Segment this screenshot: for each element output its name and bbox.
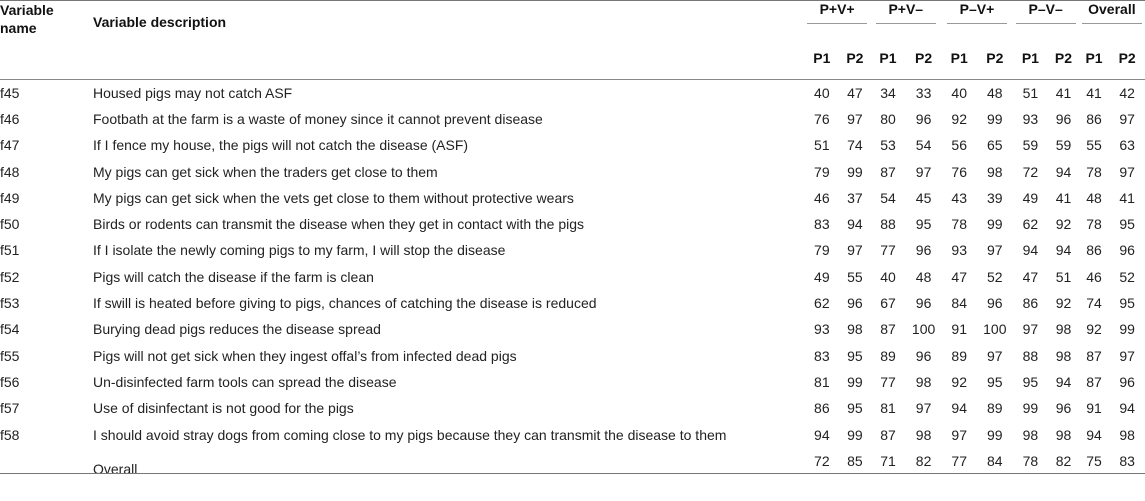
value-cell: 95 xyxy=(987,373,1003,390)
value-cell: 99 xyxy=(847,426,863,443)
value-cell: 72 xyxy=(814,452,830,469)
value-cell: 97 xyxy=(847,242,863,259)
row-label-cell xyxy=(0,237,804,263)
value-cell: 94 xyxy=(1055,373,1072,390)
value-cell: 81 xyxy=(880,400,896,417)
subcol-header: P1 xyxy=(1021,50,1039,66)
table-row xyxy=(0,395,1145,421)
value-cell: 51 xyxy=(814,137,830,154)
value-cell: 54 xyxy=(915,137,932,154)
value-cell: 95 xyxy=(847,347,863,364)
value-cell: 33 xyxy=(915,84,932,101)
subcol-header: P2 xyxy=(846,50,864,66)
variable-name: f54 xyxy=(0,321,20,338)
value-cell: 55 xyxy=(847,268,863,285)
value-cell: 78 xyxy=(951,216,967,233)
value-cell: 96 xyxy=(847,295,863,312)
value-cell: 96 xyxy=(1119,373,1135,390)
value-cell: 86 xyxy=(814,400,830,417)
value-cell: 82 xyxy=(915,452,932,469)
value-cell: 98 xyxy=(1055,347,1072,364)
variable-description: I should avoid stray dogs from coming close to my pigs because they can transmit the disease to them xyxy=(93,426,727,443)
value-cell: 96 xyxy=(1055,110,1072,127)
value-cell: 77 xyxy=(880,373,896,390)
value-cell: 75 xyxy=(1086,452,1102,469)
value-cell: 99 xyxy=(987,110,1003,127)
value-cell: 99 xyxy=(847,373,863,390)
value-cell: 81 xyxy=(814,373,830,390)
value-cell: 98 xyxy=(1055,426,1072,443)
value-cell: 89 xyxy=(987,400,1003,417)
value-cell: 91 xyxy=(951,321,967,338)
variable-description: If I isolate the newly coming pigs to my farm, I will stop the disease xyxy=(93,242,506,259)
value-cell: 48 xyxy=(915,268,932,285)
row-label-cell xyxy=(0,185,804,211)
row-label-cell xyxy=(0,211,804,237)
value-cell: 94 xyxy=(847,216,863,233)
value-cell: 97 xyxy=(987,242,1003,259)
header-blank xyxy=(0,37,804,80)
variable-name: f46 xyxy=(0,110,20,127)
value-cell: 74 xyxy=(1086,295,1102,312)
value-cell: 96 xyxy=(915,295,932,312)
table-row xyxy=(0,421,1145,447)
group-header-pv-plus-plus: P+V+ xyxy=(804,1,870,38)
variable-name: f47 xyxy=(0,137,20,154)
value-cell: 99 xyxy=(1119,321,1135,338)
row-label-cell xyxy=(0,264,804,290)
value-cell: 74 xyxy=(847,137,863,154)
value-cell: 97 xyxy=(1119,110,1135,127)
variable-description: Burying dead pigs reduces the disease spread xyxy=(93,321,381,338)
value-cell: 96 xyxy=(915,242,932,259)
value-cell: 96 xyxy=(915,347,932,364)
row-label-cell xyxy=(0,421,804,447)
subcol-header: P2 xyxy=(1054,50,1073,66)
value-cell: 45 xyxy=(915,189,932,206)
value-cell: 72 xyxy=(1022,163,1039,180)
value-cell: 97 xyxy=(987,347,1003,364)
value-cell: 95 xyxy=(915,216,932,233)
variable-name: f50 xyxy=(0,216,20,233)
value-cell: 98 xyxy=(847,321,863,338)
variable-description: Housed pigs may not catch ASF xyxy=(93,84,293,101)
table-body xyxy=(0,80,1145,474)
row-label-cell xyxy=(0,316,804,342)
value-cell: 40 xyxy=(814,84,830,101)
value-cell: 80 xyxy=(880,110,896,127)
table-row xyxy=(0,106,1145,132)
value-cell: 94 xyxy=(951,400,967,417)
value-cell: 94 xyxy=(1119,400,1135,417)
value-cell: 47 xyxy=(847,84,863,101)
value-cell: 96 xyxy=(915,110,932,127)
value-cell: 92 xyxy=(951,373,967,390)
value-cell: 71 xyxy=(880,452,896,469)
value-cell: 51 xyxy=(1022,84,1039,101)
value-cell: 83 xyxy=(814,216,830,233)
value-cell: 99 xyxy=(987,216,1003,233)
variable-name: f53 xyxy=(0,295,20,312)
value-cell: 51 xyxy=(1055,268,1072,285)
value-cell: 86 xyxy=(1022,295,1039,312)
value-cell: 56 xyxy=(951,137,967,154)
value-cell: 79 xyxy=(814,163,830,180)
row-label-cell xyxy=(0,369,804,395)
value-cell: 100 xyxy=(911,321,936,338)
value-cell: 37 xyxy=(847,189,863,206)
value-cell: 98 xyxy=(1022,426,1039,443)
table-row xyxy=(0,290,1145,316)
variable-name: f52 xyxy=(0,268,20,285)
value-cell: 54 xyxy=(880,189,896,206)
value-cell: 98 xyxy=(1055,321,1072,338)
value-cell: 94 xyxy=(1055,163,1072,180)
group-header-overall: Overall xyxy=(1079,1,1145,38)
value-cell: 92 xyxy=(1086,321,1102,338)
table-row xyxy=(0,342,1145,368)
row-label-cell xyxy=(0,106,804,132)
value-cell: 92 xyxy=(951,110,967,127)
value-cell: 41 xyxy=(1055,189,1072,206)
variable-name: f45 xyxy=(0,84,20,101)
subcol-header: P1 xyxy=(813,50,831,66)
value-cell: 99 xyxy=(987,426,1003,443)
variable-description: If I fence my house, the pigs will not catch the disease (ASF) xyxy=(93,137,469,154)
value-cell: 89 xyxy=(880,347,896,364)
table-row xyxy=(0,80,1145,106)
row-label-cell xyxy=(0,395,804,421)
variable-name: f55 xyxy=(0,347,20,364)
variable-description: Birds or rodents can transmit the disease when they get in contact with the pigs xyxy=(93,216,585,233)
value-cell: 88 xyxy=(880,216,896,233)
value-cell: 85 xyxy=(847,452,863,469)
value-cell: 87 xyxy=(880,163,896,180)
value-cell: 97 xyxy=(1119,347,1135,364)
group-header-pv-plus-minus: P+V– xyxy=(870,1,941,38)
value-cell: 96 xyxy=(1055,400,1072,417)
header-row-groups xyxy=(0,1,1145,38)
value-cell: 96 xyxy=(987,295,1003,312)
variable-name: f49 xyxy=(0,189,20,206)
value-cell: 49 xyxy=(1022,189,1039,206)
variable-name: f58 xyxy=(0,426,20,443)
value-cell: 95 xyxy=(1119,216,1135,233)
value-cell: 98 xyxy=(915,426,932,443)
variable-description: Un-disinfected farm tools can spread the disease xyxy=(93,373,397,390)
variable-description: Pigs will catch the disease if the farm is clean xyxy=(93,268,374,285)
value-cell: 62 xyxy=(814,295,830,312)
variable-description: My pigs can get sick when the vets get close to them without protective wears xyxy=(93,189,574,206)
value-cell: 87 xyxy=(1086,347,1102,364)
value-cell: 76 xyxy=(951,163,967,180)
value-cell: 89 xyxy=(951,347,967,364)
value-cell: 99 xyxy=(847,163,863,180)
value-cell: 48 xyxy=(1086,189,1102,206)
table-row xyxy=(0,264,1145,290)
value-cell: 93 xyxy=(951,242,967,259)
value-cell: 95 xyxy=(847,400,863,417)
row-label-cell xyxy=(0,80,804,106)
value-cell: 92 xyxy=(1055,295,1072,312)
variable-description: Overall xyxy=(93,460,138,474)
value-cell: 98 xyxy=(915,373,932,390)
value-cell: 41 xyxy=(1086,84,1102,101)
value-cell: 95 xyxy=(1022,373,1039,390)
value-cell: 59 xyxy=(1055,137,1072,154)
variable-name: f57 xyxy=(0,400,20,417)
value-cell: 34 xyxy=(880,84,896,101)
value-cell: 83 xyxy=(1119,452,1135,469)
value-cell: 59 xyxy=(1022,137,1039,154)
value-cell: 99 xyxy=(1022,400,1039,417)
value-cell: 93 xyxy=(1022,110,1039,127)
value-cell: 40 xyxy=(951,84,967,101)
value-cell: 39 xyxy=(987,189,1003,206)
table-row xyxy=(0,369,1145,395)
value-cell: 94 xyxy=(1086,426,1102,443)
subcol-header: P2 xyxy=(986,50,1004,66)
value-cell: 91 xyxy=(1086,400,1102,417)
subcol-header: P2 xyxy=(1118,50,1136,66)
value-cell: 87 xyxy=(880,426,896,443)
value-cell: 78 xyxy=(1022,452,1039,469)
table-row xyxy=(0,132,1145,158)
header-cell xyxy=(0,1,804,38)
value-cell: 97 xyxy=(1022,321,1039,338)
table-row xyxy=(0,237,1145,263)
value-cell: 84 xyxy=(987,452,1003,469)
value-cell: 47 xyxy=(1022,268,1039,285)
value-cell: 53 xyxy=(880,137,896,154)
value-cell: 93 xyxy=(814,321,830,338)
subcol-header: P2 xyxy=(915,50,933,66)
value-cell: 77 xyxy=(880,242,896,259)
subcol-header: P1 xyxy=(1085,50,1103,66)
value-cell: 86 xyxy=(1086,242,1102,259)
value-cell: 92 xyxy=(1055,216,1072,233)
table-row xyxy=(0,185,1145,211)
value-cell: 52 xyxy=(1119,268,1135,285)
value-cell: 97 xyxy=(915,163,932,180)
value-cell: 78 xyxy=(1086,163,1102,180)
value-cell: 97 xyxy=(915,400,932,417)
value-cell: 41 xyxy=(1119,189,1135,206)
value-cell: 84 xyxy=(951,295,967,312)
value-cell: 97 xyxy=(951,426,967,443)
value-cell: 52 xyxy=(987,268,1003,285)
value-cell: 46 xyxy=(1086,268,1102,285)
value-cell: 43 xyxy=(951,189,967,206)
value-cell: 40 xyxy=(880,268,896,285)
value-cell: 62 xyxy=(1022,216,1039,233)
value-cell: 96 xyxy=(1119,242,1135,259)
value-cell: 94 xyxy=(814,426,830,443)
value-cell: 79 xyxy=(814,242,830,259)
table-row xyxy=(0,448,1145,474)
value-cell: 46 xyxy=(814,189,830,206)
row-label-cell xyxy=(0,290,804,316)
value-cell: 42 xyxy=(1119,84,1135,101)
group-header-pv-minus-minus: P–V– xyxy=(1013,1,1079,38)
value-cell: 65 xyxy=(987,137,1003,154)
variable-description: Use of disinfectant is not good for the pigs xyxy=(93,400,354,417)
value-cell: 67 xyxy=(880,295,896,312)
variable-description: My pigs can get sick when the traders get close to them xyxy=(93,163,438,180)
value-cell: 76 xyxy=(814,110,830,127)
value-cell: 98 xyxy=(1119,426,1135,443)
table-row xyxy=(0,158,1145,184)
subcol-header: P1 xyxy=(879,50,897,66)
variable-description-header: Variable description xyxy=(93,14,227,30)
value-cell: 87 xyxy=(880,321,896,338)
variable-description: Pigs will not get sick when they ingest offal’s from infected dead pigs xyxy=(93,347,517,364)
value-cell: 41 xyxy=(1055,84,1072,101)
value-cell: 100 xyxy=(983,321,1007,338)
header-row-phases xyxy=(0,37,1145,80)
variable-description: Footbath at the farm is a waste of money since it cannot prevent disease xyxy=(93,110,543,127)
row-label-cell xyxy=(0,448,804,474)
value-cell: 83 xyxy=(814,347,830,364)
value-cell: 47 xyxy=(951,268,967,285)
row-label-cell xyxy=(0,158,804,184)
value-cell: 48 xyxy=(987,84,1003,101)
value-cell: 98 xyxy=(987,163,1003,180)
value-cell: 94 xyxy=(1055,242,1072,259)
variable-description: If swill is heated before giving to pigs, chances of catching the disease is reduced xyxy=(93,295,597,312)
value-cell: 95 xyxy=(1119,295,1135,312)
variable-name: f48 xyxy=(0,163,20,180)
subcol-header: P1 xyxy=(950,50,968,66)
row-label-cell xyxy=(0,132,804,158)
variable-name: f51 xyxy=(0,242,20,259)
value-cell: 88 xyxy=(1022,347,1039,364)
value-cell: 55 xyxy=(1086,137,1102,154)
value-cell: 78 xyxy=(1086,216,1102,233)
variable-name-header: Variable name xyxy=(0,2,54,36)
value-cell: 49 xyxy=(814,268,830,285)
variable-name: f56 xyxy=(0,373,20,390)
row-label-cell xyxy=(0,342,804,368)
value-cell: 97 xyxy=(847,110,863,127)
table-row xyxy=(0,316,1145,342)
value-cell: 97 xyxy=(1119,163,1135,180)
value-cell: 94 xyxy=(1022,242,1039,259)
table-row xyxy=(0,211,1145,237)
value-cell: 86 xyxy=(1086,110,1102,127)
value-cell: 87 xyxy=(1086,373,1102,390)
group-header-pv-minus-plus: P–V+ xyxy=(941,1,1012,38)
value-cell: 82 xyxy=(1055,452,1072,469)
value-cell: 63 xyxy=(1119,137,1135,154)
value-cell: 77 xyxy=(951,452,967,469)
